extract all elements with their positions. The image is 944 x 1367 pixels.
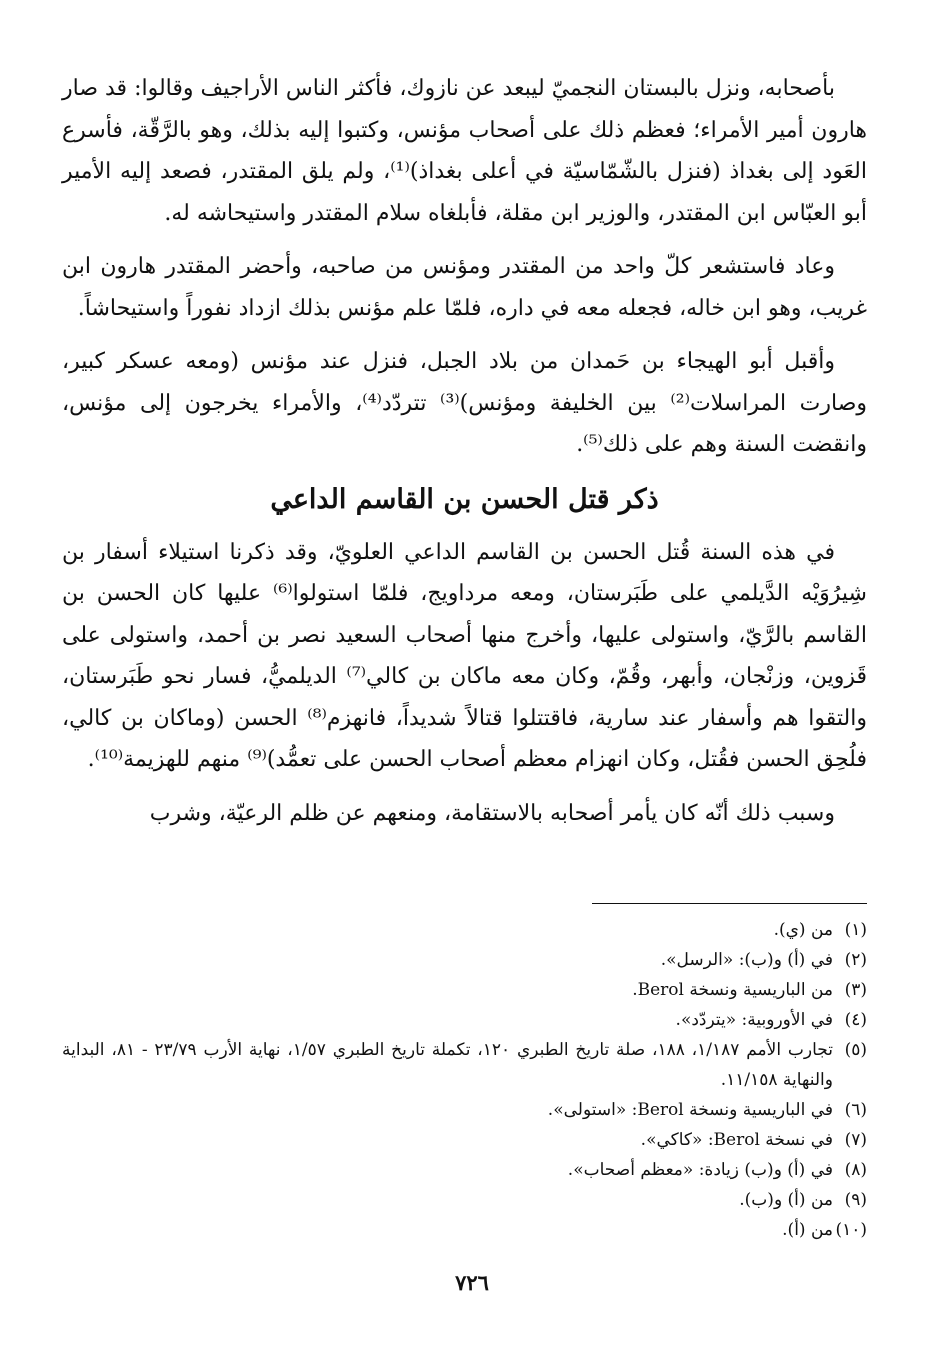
footnote-text: في (أ) و(ب) زيادة: «معظم أصحاب».: [567, 1160, 833, 1180]
footnote-text: في الأوروبية: «يتردّد».: [675, 1010, 833, 1030]
footnote-item: [62, 1155, 867, 1185]
section-paragraph-1: في هذه السنة قُتل الحسن بن القاسم الداعي العلويّ، وقد ذكرنا استيلاء أسفار بن شِيرُوَيْه الدَّيلمي على طَبَرستان، ومعه مرداويج، فلمّا استولوا⁽⁶⁾ عليها كان الحسن بن القاسم بالرَّيّ، واستولى عليها، وأخرج منها أصحاب السعيد نصر بن أحمد، واستولى على قَزوين، وزنْجان، وأبهر، وقُمّ، وكان معه ماكان بن كالي⁽⁷⁾ الديلميُّ، فسار نحو طَبَرستان، والتقوا هم وأسفار عند سارية، فاقتتلوا قتالاً شديداً، فانهزم⁽⁸⁾ الحسن (وماكان بن كالي، فلُحِق الحسن فقُتل، وكان انهزام معظم أصحاب الحسن على تعمُّد)⁽⁹⁾ منهم للهزيمة⁽¹⁰⁾.: [62, 539, 868, 772]
footnote-number: (٤): [844, 1010, 867, 1030]
footnote-text: في (أ) و(ب): «الرسل».: [660, 950, 833, 970]
footnote-text: من (أ) و(ب).: [739, 1190, 833, 1210]
footnote-number: (٣): [844, 980, 867, 1000]
footnote-text: من (أ).: [782, 1220, 833, 1240]
footnote-text: في الباريسية ونسخة Berol: «استولى».: [547, 1100, 833, 1120]
footnote-number: (١٠): [835, 1220, 867, 1240]
section-paragraph-2: وسبب ذلك أنّه كان يأمر أصحابه بالاستقامة، ومنعهم عن ظلم الرعيّة، وشرب: [149, 800, 835, 826]
footnote-text: تجارب الأمم ١/١٨٧، ١٨٨، صلة تاريخ الطبري ١٢٠، تكملة تاريخ الطبري ١/٥٧، نهاية الأرب ٢٣/٧٩ - ٨١، البداية والنهاية ١١/١٥٨.: [62, 1040, 833, 1090]
footnote-number: (٧): [844, 1130, 867, 1150]
paragraph-2: وعاد فاستشعر كلّ واحد من المقتدر ومؤنس من صاحبه، وأحضر المقتدر هارون ابن غريب، وهو ابن خاله، فجعله معه في داره، فلمّا علم مؤنس بذلك ازداد نفوراً واستيحاشاً.: [62, 254, 867, 321]
footnote-text: من (ي).: [773, 920, 833, 940]
footnote-item: [62, 1185, 867, 1215]
footnote-item: [62, 975, 867, 1005]
footnote-item: [62, 1215, 867, 1245]
footnote-number: (٦): [844, 1100, 867, 1120]
footnote-text: في نسخة Berol: «كاكي».: [640, 1130, 833, 1150]
section-heading: ذكر قتل الحسن بن القاسم الداعي: [270, 483, 659, 515]
paragraph-1: بأصحابه، ونزل بالبستان النجميّ ليبعد عن نازوك، فأكثر الناس الأراجيف وقالوا: قد صار هارون أمير الأمراء؛ فعظم ذلك على أصحاب مؤنس، وكتبوا إليه بذلك، وهو بالرَّقّة، فأسرع العَود إلى بغداذ (فنزل بالشّمّاسيّة في أعلى بغداذ)⁽¹⁾، ولم يلق المقتدر، فصعد إليه الأمير أبو العبّاس ابن المقتدر، والوزير ابن مقلة، فأبلغاه سلام المقتدر واستيحاشه له.: [62, 76, 867, 226]
footnote-number: (٩): [844, 1190, 867, 1210]
footnotes: [62, 915, 867, 1245]
footnote-number: (٢): [844, 950, 867, 970]
paragraph-3: وأقبل أبو الهيجاء بن حَمدان من بلاد الجبل، فنزل عند مؤنس (ومعه عسكر كبير، وصارت المراسلات⁽²⁾ بين الخليفة ومؤنس)⁽³⁾ تتردّد⁽⁴⁾، والأمراء يخرجون إلى مؤنس، وانقضت السنة وهم على ذلك⁽⁵⁾.: [62, 349, 868, 457]
main-text: [62, 68, 867, 834]
footnote-item: [62, 1035, 867, 1095]
footnote-number: (١): [844, 920, 867, 940]
footnote-number: (٥): [844, 1040, 867, 1060]
footnote-item: [62, 945, 867, 975]
footnote-text: من الباريسية ونسخة Berol.: [632, 980, 833, 1000]
footnote-number: (٨): [844, 1160, 867, 1180]
footnote-item: [62, 1095, 867, 1125]
page-number: ٧٢٦: [455, 1270, 489, 1295]
footnote-item: [62, 915, 867, 945]
footnote-item: [62, 1125, 867, 1155]
footnote-item: [62, 1005, 867, 1035]
footnote-divider: [592, 903, 867, 904]
